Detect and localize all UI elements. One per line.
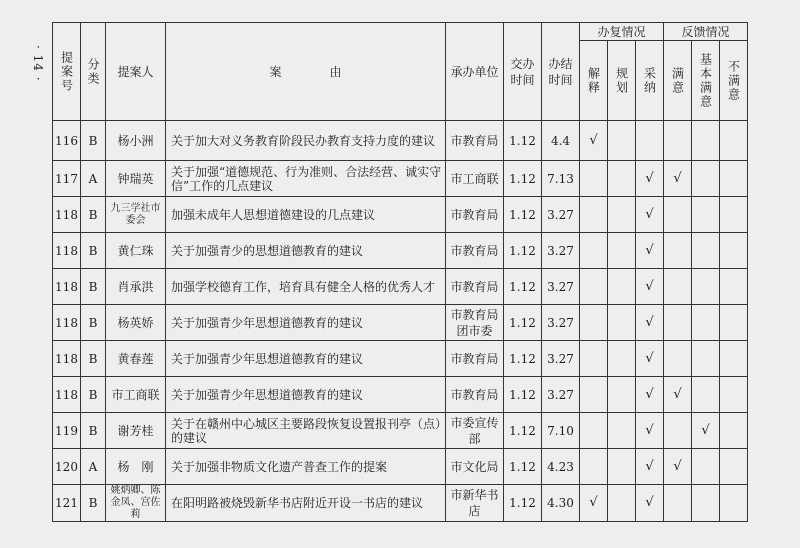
mark-basically-satisfied	[692, 269, 720, 305]
mark-basically-satisfied	[692, 233, 720, 269]
mark-adopt: √	[636, 197, 664, 233]
header-basically-satisfied: 基本满意	[692, 41, 720, 121]
cell-proposer: 杨 刚	[106, 449, 166, 485]
mark-basically-satisfied	[692, 305, 720, 341]
table-header	[53, 23, 748, 121]
mark-adopt: √	[636, 485, 664, 522]
cell-unit: 市新华书店	[446, 485, 504, 522]
cell-proposer: 肖承洪	[106, 269, 166, 305]
mark-adopt: √	[636, 305, 664, 341]
mark-plan	[608, 121, 636, 161]
cell-assign-time: 1.12	[504, 377, 542, 413]
cell-proposer: 市工商联	[106, 377, 166, 413]
header-proposal-no: 提案号	[53, 23, 81, 121]
cell-unit: 市工商联	[446, 161, 504, 197]
mark-plan	[608, 341, 636, 377]
header-done-time: 办结时间	[542, 23, 580, 121]
cell-category: B	[81, 121, 106, 161]
mark-satisfied	[664, 197, 692, 233]
cell-proposal-no: 120	[53, 449, 81, 485]
mark-explain	[580, 449, 608, 485]
header-explain: 解释	[580, 41, 608, 121]
cell-done-time: 4.4	[542, 121, 580, 161]
mark-adopt: √	[636, 269, 664, 305]
cell-done-time: 7.13	[542, 161, 580, 197]
mark-unsatisfied	[720, 413, 748, 449]
mark-unsatisfied	[720, 197, 748, 233]
table-row	[53, 121, 748, 161]
cell-proposal-no: 118	[53, 269, 81, 305]
proposal-table	[52, 22, 748, 522]
mark-unsatisfied	[720, 161, 748, 197]
table-row	[53, 197, 748, 233]
cell-assign-time: 1.12	[504, 413, 542, 449]
cell-proposer: 姚炳卿、陈金凤、宫佐莉	[106, 485, 166, 522]
cell-proposer: 九三学社市委会	[106, 197, 166, 233]
cell-subject: 关于加强非物质文化遗产普查工作的提案	[166, 449, 446, 485]
cell-proposal-no: 117	[53, 161, 81, 197]
mark-basically-satisfied	[692, 449, 720, 485]
cell-proposal-no: 119	[53, 413, 81, 449]
cell-category: B	[81, 233, 106, 269]
cell-assign-time: 1.12	[504, 161, 542, 197]
cell-subject: 关于加强青少年思想道德教育的建议	[166, 305, 446, 341]
cell-assign-time: 1.12	[504, 341, 542, 377]
mark-plan	[608, 197, 636, 233]
mark-plan	[608, 485, 636, 522]
mark-explain	[580, 377, 608, 413]
table-row	[53, 161, 748, 197]
cell-done-time: 4.30	[542, 485, 580, 522]
mark-basically-satisfied: √	[692, 413, 720, 449]
cell-assign-time: 1.12	[504, 449, 542, 485]
cell-proposal-no: 118	[53, 341, 81, 377]
cell-proposer: 谢芳桂	[106, 413, 166, 449]
table-row	[53, 413, 748, 449]
mark-explain	[580, 197, 608, 233]
mark-unsatisfied	[720, 377, 748, 413]
mark-unsatisfied	[720, 121, 748, 161]
table-row	[53, 485, 748, 522]
mark-unsatisfied	[720, 269, 748, 305]
mark-adopt: √	[636, 233, 664, 269]
mark-adopt: √	[636, 377, 664, 413]
cell-category: A	[81, 449, 106, 485]
cell-proposal-no: 118	[53, 305, 81, 341]
cell-subject: 加强未成年人思想道德建设的几点建议	[166, 197, 446, 233]
cell-unit: 市委宣传部	[446, 413, 504, 449]
cell-assign-time: 1.12	[504, 485, 542, 522]
cell-unit: 市教育局	[446, 377, 504, 413]
mark-satisfied: √	[664, 161, 692, 197]
cell-subject: 关于加强青少的思想道德教育的建议	[166, 233, 446, 269]
cell-assign-time: 1.12	[504, 233, 542, 269]
mark-unsatisfied	[720, 485, 748, 522]
cell-assign-time: 1.12	[504, 121, 542, 161]
mark-basically-satisfied	[692, 197, 720, 233]
cell-done-time: 3.27	[542, 377, 580, 413]
cell-unit: 市教育局 团市委	[446, 305, 504, 341]
cell-category: B	[81, 269, 106, 305]
mark-plan	[608, 161, 636, 197]
header-proposer: 提案人	[106, 23, 166, 121]
header-category: 分类	[81, 23, 106, 121]
cell-subject: 在阳明路被烧毁新华书店附近开设一书店的建议	[166, 485, 446, 522]
cell-assign-time: 1.12	[504, 305, 542, 341]
header-assign-time: 交办时间	[504, 23, 542, 121]
mark-plan	[608, 233, 636, 269]
cell-done-time: 3.27	[542, 269, 580, 305]
table-row	[53, 449, 748, 485]
mark-unsatisfied	[720, 449, 748, 485]
table-row	[53, 233, 748, 269]
mark-explain	[580, 413, 608, 449]
mark-basically-satisfied	[692, 161, 720, 197]
cell-category: B	[81, 305, 106, 341]
mark-unsatisfied	[720, 233, 748, 269]
mark-adopt: √	[636, 161, 664, 197]
mark-satisfied	[664, 121, 692, 161]
cell-unit: 市教育局	[446, 233, 504, 269]
mark-satisfied	[664, 305, 692, 341]
cell-subject: 关于加强青少年思想道德教育的建议	[166, 377, 446, 413]
mark-satisfied	[664, 485, 692, 522]
mark-adopt: √	[636, 413, 664, 449]
cell-subject: 关于在赣州中心城区主要路段恢复设置报刊亭（点）的建议	[166, 413, 446, 449]
cell-proposer: 杨英娇	[106, 305, 166, 341]
cell-done-time: 7.10	[542, 413, 580, 449]
mark-satisfied: √	[664, 377, 692, 413]
cell-done-time: 3.27	[542, 197, 580, 233]
page-number: · 14 ·	[31, 45, 45, 82]
mark-basically-satisfied	[692, 377, 720, 413]
mark-explain	[580, 269, 608, 305]
cell-unit: 市教育局	[446, 269, 504, 305]
mark-explain	[580, 233, 608, 269]
mark-plan	[608, 377, 636, 413]
header-plan: 规划	[608, 41, 636, 121]
cell-done-time: 3.27	[542, 305, 580, 341]
header-handling: 办复情况	[580, 23, 664, 41]
mark-satisfied	[664, 269, 692, 305]
mark-explain	[580, 341, 608, 377]
cell-done-time: 3.27	[542, 233, 580, 269]
mark-satisfied	[664, 233, 692, 269]
mark-unsatisfied	[720, 305, 748, 341]
mark-explain: √	[580, 121, 608, 161]
mark-plan	[608, 413, 636, 449]
mark-basically-satisfied	[692, 121, 720, 161]
cell-unit: 市文化局	[446, 449, 504, 485]
mark-satisfied	[664, 341, 692, 377]
cell-category: B	[81, 377, 106, 413]
mark-plan	[608, 269, 636, 305]
header-feedback: 反馈情况	[664, 23, 748, 41]
mark-adopt	[636, 121, 664, 161]
header-unsatisfied: 不满意	[720, 41, 748, 121]
mark-adopt: √	[636, 449, 664, 485]
header-satisfied: 满意	[664, 41, 692, 121]
cell-proposer: 钟瑞英	[106, 161, 166, 197]
cell-unit: 市教育局	[446, 197, 504, 233]
table-row	[53, 269, 748, 305]
table-row	[53, 377, 748, 413]
mark-adopt: √	[636, 341, 664, 377]
cell-proposal-no: 116	[53, 121, 81, 161]
cell-assign-time: 1.12	[504, 197, 542, 233]
mark-basically-satisfied	[692, 341, 720, 377]
mark-plan	[608, 449, 636, 485]
cell-proposer: 杨小洲	[106, 121, 166, 161]
cell-proposer: 黄仁珠	[106, 233, 166, 269]
cell-subject: 关于加强青少年思想道德教育的建议	[166, 341, 446, 377]
cell-category: B	[81, 413, 106, 449]
cell-proposal-no: 118	[53, 377, 81, 413]
cell-category: B	[81, 485, 106, 522]
table-row	[53, 305, 748, 341]
mark-plan	[608, 305, 636, 341]
header-adopt: 采纳	[636, 41, 664, 121]
cell-proposal-no: 118	[53, 197, 81, 233]
table-row	[53, 341, 748, 377]
mark-explain	[580, 305, 608, 341]
cell-done-time: 3.27	[542, 341, 580, 377]
table-body	[53, 121, 748, 522]
cell-done-time: 4.23	[542, 449, 580, 485]
mark-explain: √	[580, 485, 608, 522]
cell-proposal-no: 118	[53, 233, 81, 269]
cell-subject: 关于加大对义务教育阶段民办教育支持力度的建议	[166, 121, 446, 161]
cell-subject: 加强学校德育工作，培育具有健全人格的优秀人才	[166, 269, 446, 305]
mark-satisfied: √	[664, 449, 692, 485]
header-subject: 案 由	[166, 23, 446, 121]
mark-explain	[580, 161, 608, 197]
header-unit: 承办单位	[446, 23, 504, 121]
mark-basically-satisfied	[692, 485, 720, 522]
cell-proposer: 黄春莲	[106, 341, 166, 377]
cell-category: B	[81, 197, 106, 233]
cell-category: B	[81, 341, 106, 377]
cell-subject: 关于加强“道德规范、行为准则、合法经营、诚实守信”工作的几点建议	[166, 161, 446, 197]
mark-satisfied	[664, 413, 692, 449]
cell-unit: 市教育局	[446, 341, 504, 377]
mark-unsatisfied	[720, 341, 748, 377]
cell-unit: 市教育局	[446, 121, 504, 161]
cell-assign-time: 1.12	[504, 269, 542, 305]
cell-proposal-no: 121	[53, 485, 81, 522]
cell-category: A	[81, 161, 106, 197]
